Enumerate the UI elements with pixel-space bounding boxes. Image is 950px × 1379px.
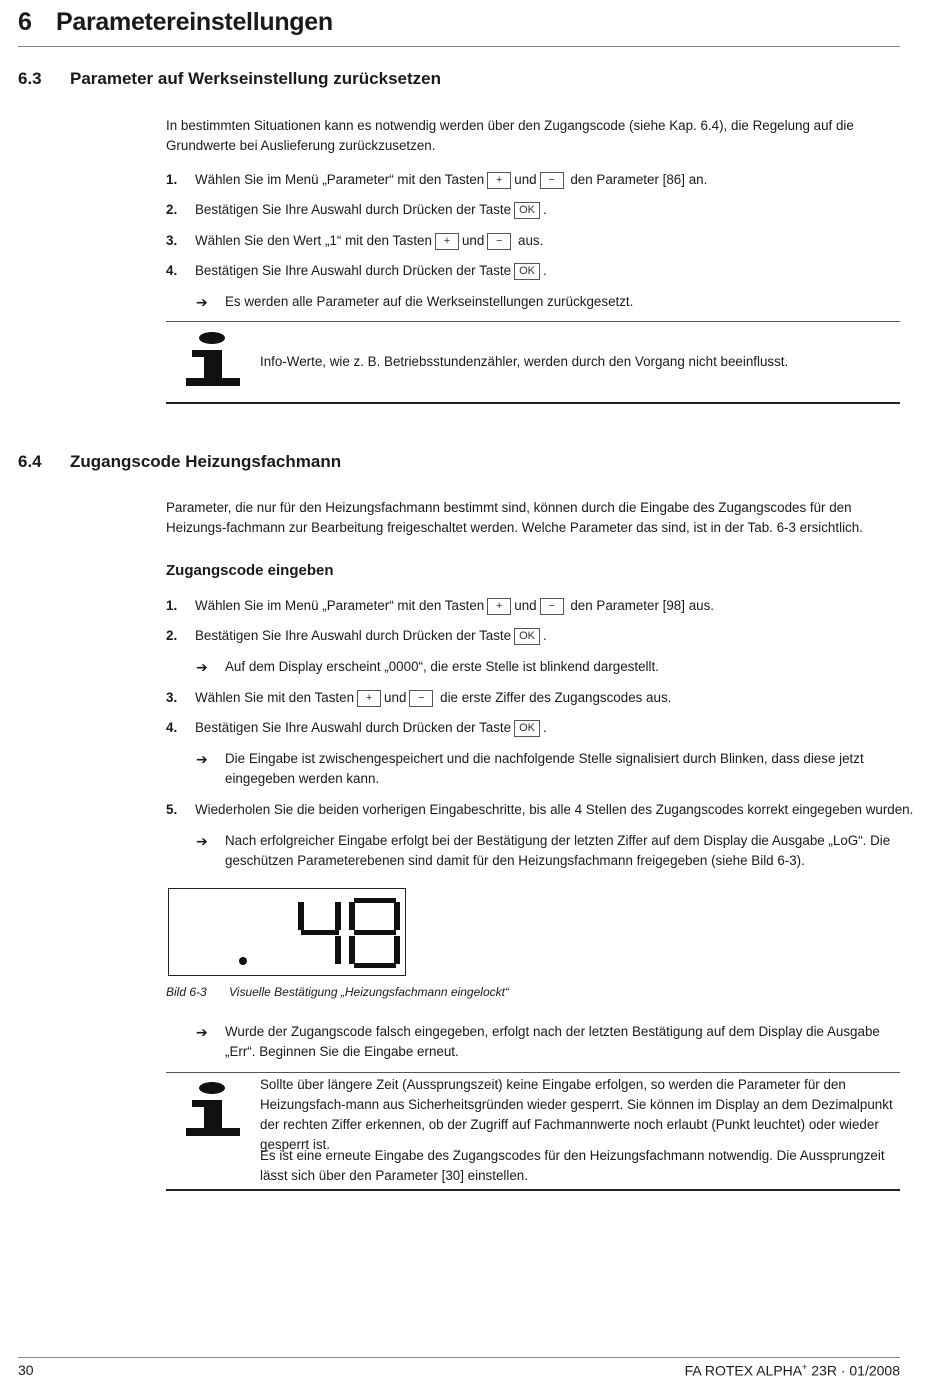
section-6-4-intro: Parameter, die nur für den Heizungsfachmann bestimmt sind, können durch die Eingabe des Zugangscodes für den Heizungs-fachmann zur Bearbeitung freigeschaltet werden. Welche Parameter das sind, ist in der Tab. 6-3 ersichtlich. [166, 500, 863, 535]
section-heading-6-3: 6.3 Parameter auf Werkseinstellung zurücksetzen [18, 69, 441, 88]
result-6-4-3: ➔ Nach erfolgreicher Eingabe erfolgt bei der Bestätigung der letzten Ziffer auf dem Display die Ausgabe „LoG“. Die geschützen Parameterebenen sind damit für den Heizungsfachmann freigegeben (siehe Bild 6-3). [196, 833, 891, 868]
step-6-4-4: 4. Bestätigen Sie Ihre Auswahl durch Drücken der Taste OK . [166, 720, 547, 735]
step-6-3-2: 2. Bestätigen Sie Ihre Auswahl durch Drücken der Taste OK . [166, 202, 547, 217]
figure-label: Bild 6-3 [166, 985, 207, 999]
chapter-title: 6 Parametereinstellungen [18, 8, 333, 36]
header-rule [18, 46, 900, 47]
result-6-4-1: ➔ Auf dem Display erscheint „0000“, die erste Stelle ist blinkend dargestellt. [196, 659, 659, 675]
info-6-3: Info-Werte, wie z. B. Betriebsstundenzähler, werden durch den Vorgang nicht beeinflusst. [260, 354, 789, 369]
arrow-right-icon: ➔ [196, 294, 208, 310]
minus-key: − [409, 690, 433, 707]
decimal-point [239, 957, 247, 965]
result-6-4-4: ➔ Wurde der Zugangscode falsch eingegeben, erfolgt nach der letzten Bestätigung auf dem Display die Ausgabe „Err“. Beginnen Sie die Eingabe erneut. [196, 1024, 880, 1059]
arrow-right-icon: ➔ [196, 659, 208, 675]
ok-key: OK [514, 720, 540, 737]
step-6-4-5: 5. Wiederholen Sie die beiden vorherigen Eingabeschritte, bis alle 4 Stellen des Zugangscodes korrekt eingegeben wurden. [166, 802, 914, 817]
minus-key: − [540, 598, 564, 615]
figure-caption: Visuelle Bestätigung „Heizungsfachmann eingelockt“ [229, 985, 509, 999]
subheading-zugangscode: Zugangscode eingeben [166, 562, 334, 579]
ok-key: OK [514, 202, 540, 219]
info-icon [182, 1080, 244, 1138]
plus-key: + [435, 233, 459, 250]
step-6-4-3: 3. Wählen Sie mit den Tasten + und − die erste Ziffer des Zugangscodes aus. [166, 690, 672, 705]
step-6-3-4: 4. Bestätigen Sie Ihre Auswahl durch Drücken der Taste OK . [166, 263, 547, 278]
page-number: 30 [18, 1362, 34, 1378]
plus-key: + [487, 172, 511, 189]
document-id: FA ROTEX ALPHA+ 23R · 01/2008 [684, 1362, 900, 1379]
plus-key: + [487, 598, 511, 615]
result-6-3: ➔ Es werden alle Parameter auf die Werkseinstellungen zurückgesetzt. [196, 294, 634, 310]
arrow-right-icon: ➔ [196, 833, 208, 849]
info-box-2-top-rule [166, 1072, 900, 1073]
step-6-4-1: 1. Wählen Sie im Menü „Parameter“ mit den Tasten + und − den Parameter [98] aus. [166, 598, 715, 613]
minus-key: − [540, 172, 564, 189]
section-6-3-intro: In bestimmten Situationen kann es notwendig werden über den Zugangscode (siehe Kap. 6.4), die Regelung auf die Grundwerte bei Auslieferung zurückzusetzen. [166, 118, 854, 153]
minus-key: − [487, 233, 511, 250]
info-6-4-a: Sollte über längere Zeit (Aussprungszeit) keine Eingabe erfolgen, so werden die Parameter für den Heizungsfach-mann aus Sicherheitsgründen wieder gesperrt. Sie können im Display an dem Dezimalpunkt der rechten Ziffer erkennen, ob der Zugriff auf Fachmannwerte noch erlaubt (Punkt leuchtet) oder wieder gesperrt ist. [260, 1077, 893, 1152]
ok-key: OK [514, 628, 540, 645]
step-6-3-1: 1. Wählen Sie im Menü „Parameter“ mit den Tasten + und − den Parameter [86] an. [166, 172, 708, 187]
step-6-3-3: 3. Wählen Sie den Wert „1“ mit den Tasten + und − aus. [166, 233, 544, 248]
info-6-4-b: Es ist eine erneute Eingabe des Zugangscodes für den Heizungsfachmann notwendig. Die Aussprungzeit lässt sich über den Parameter [30] einstellen. [260, 1148, 885, 1183]
info-box-top-rule [166, 321, 900, 322]
info-box-bottom-rule [166, 402, 900, 404]
arrow-right-icon: ➔ [196, 751, 208, 767]
info-icon [182, 330, 244, 388]
ok-key: OK [514, 263, 540, 280]
step-6-4-2: 2. Bestätigen Sie Ihre Auswahl durch Drücken der Taste OK . [166, 628, 547, 643]
plus-key: + [357, 690, 381, 707]
result-6-4-2: ➔ Die Eingabe ist zwischengespeichert und die nachfolgende Stelle signalisiert durch Blinken, dass diese jetzt eingegeben werden kann. [196, 751, 864, 786]
section-heading-6-4: 6.4 Zugangscode Heizungsfachmann [18, 452, 342, 471]
arrow-right-icon: ➔ [196, 1024, 208, 1040]
info-box-2-bottom-rule [166, 1189, 900, 1191]
footer-rule [18, 1357, 900, 1358]
seven-segment-display [168, 888, 406, 976]
